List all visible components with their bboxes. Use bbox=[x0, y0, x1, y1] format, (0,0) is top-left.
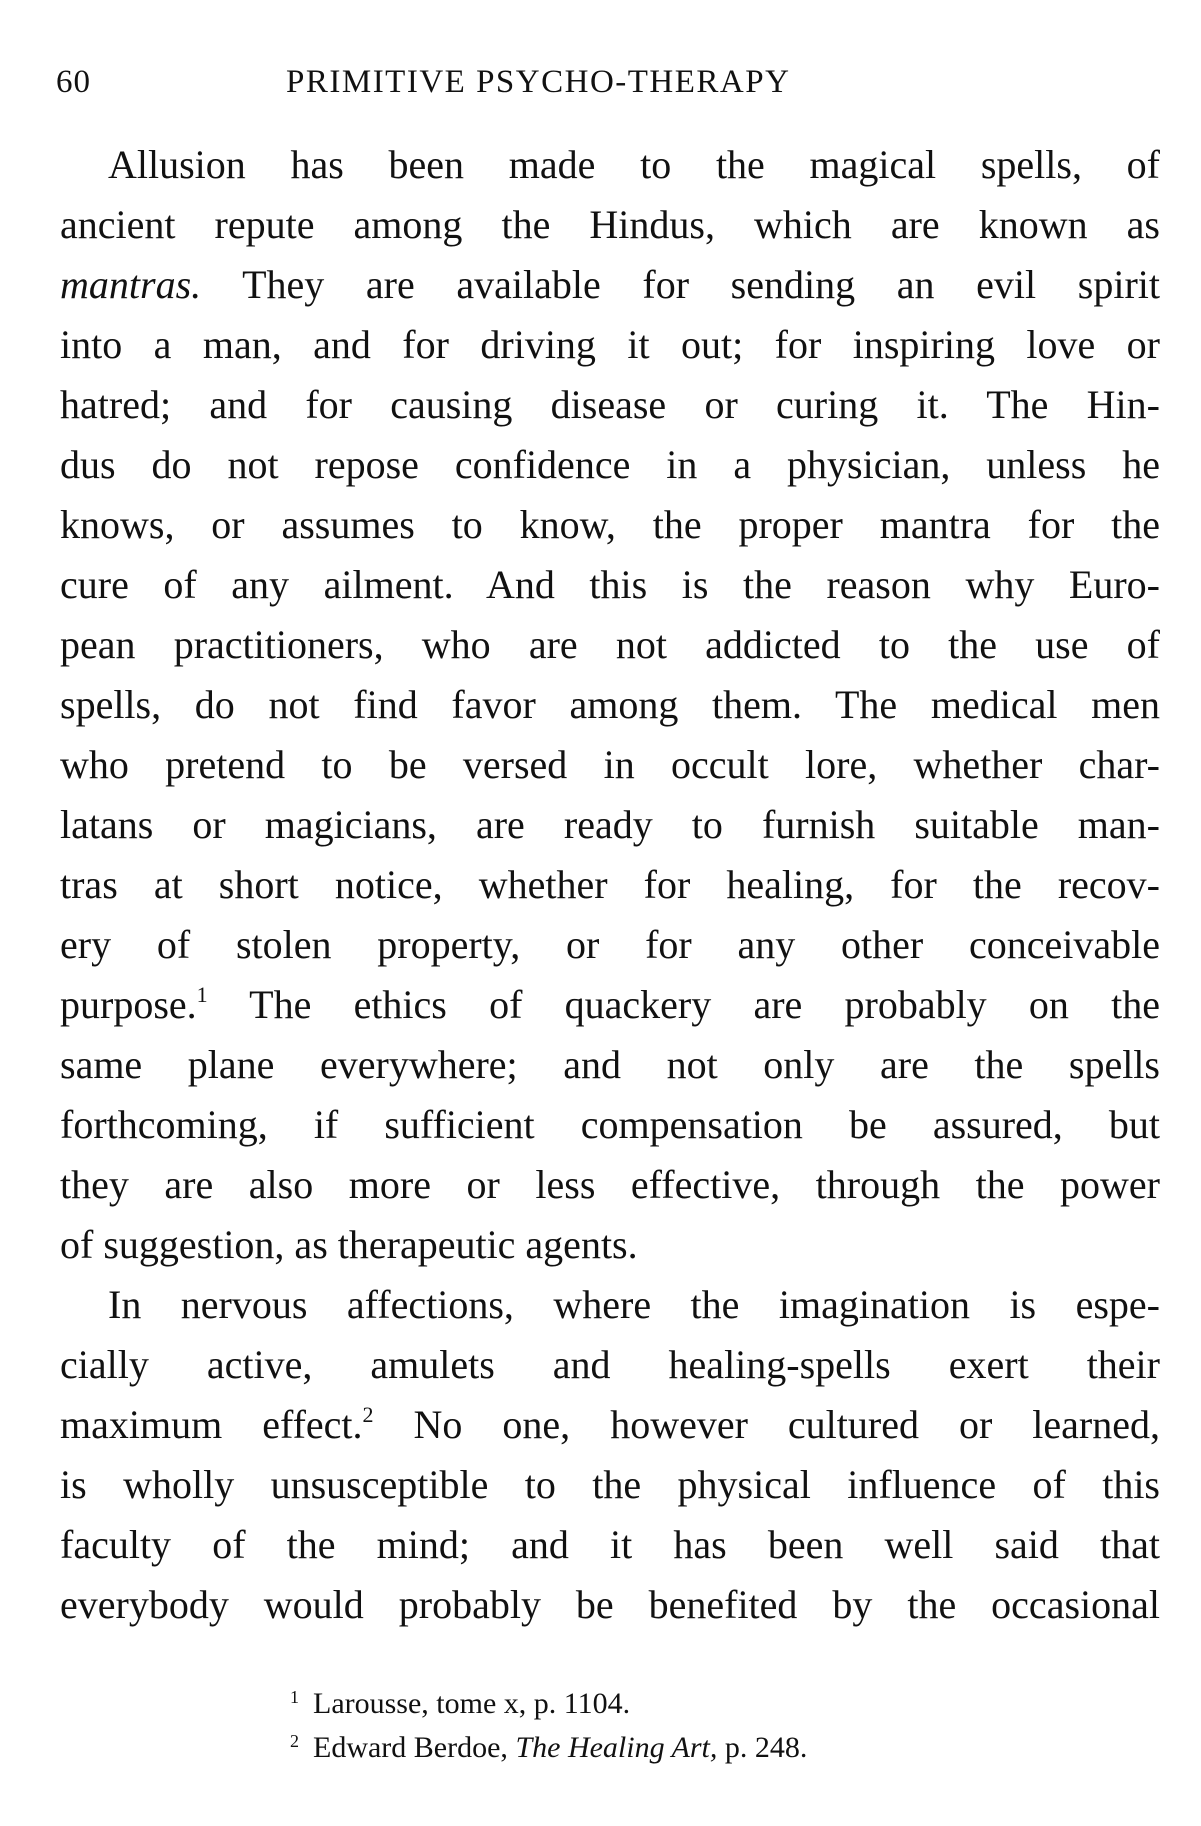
text-segment: purpose. bbox=[60, 982, 197, 1027]
body-text bbox=[60, 135, 1160, 1635]
text-segment: The ethics of quackery are probably on the bbox=[249, 982, 1161, 1027]
text-line: hatred; and for causing disease or curing it. The Hin- bbox=[60, 382, 1160, 427]
text-line: spells, do not find favor among them. The medical men bbox=[60, 682, 1160, 727]
text-line: latans or magicians, are ready to furnish suitable man- bbox=[60, 802, 1160, 847]
paragraph-2 bbox=[60, 1275, 1160, 1635]
text-line: pean practitioners, who are not addicted to the use of bbox=[60, 622, 1160, 667]
text-line: Allusion has been made to the magical spells, of bbox=[108, 142, 1160, 187]
text-line: In nervous affections, where the imagination is espe- bbox=[108, 1282, 1160, 1327]
text-segment: No one, however cultured or learned, bbox=[413, 1402, 1161, 1447]
text-line: into a man, and for driving it out; for inspiring love or bbox=[60, 322, 1160, 367]
footnote-page: p. 248. bbox=[724, 1731, 808, 1764]
footnote-text: Larousse, tome x, p. 1104. bbox=[313, 1687, 631, 1720]
page-header bbox=[56, 64, 1156, 110]
text-segment: They are available for sending an evil spirit bbox=[242, 262, 1161, 307]
footnotes bbox=[290, 1675, 1090, 1763]
footnote-2 bbox=[290, 1719, 1090, 1763]
page-number: 60 bbox=[56, 64, 91, 100]
text-line: faculty of the mind; and it has been well said that bbox=[60, 1522, 1160, 1567]
text-line: same plane everywhere; and not only are the spells bbox=[60, 1042, 1160, 1087]
text-line: dus do not repose confidence in a physician, unless he bbox=[60, 442, 1160, 487]
footnote-author: Edward Berdoe, bbox=[313, 1731, 508, 1764]
footnote-ref-1: 1 bbox=[196, 982, 208, 1007]
text-line bbox=[60, 255, 1160, 315]
running-head: PRIMITIVE PSYCHO-THERAPY bbox=[286, 64, 791, 100]
text-line: cure of any ailment. And this is the reason why Euro- bbox=[60, 562, 1160, 607]
text-line: cially active, amulets and healing-spells exert their bbox=[60, 1342, 1160, 1387]
text-line: ery of stolen property, or for any other conceivable bbox=[60, 922, 1160, 967]
footnote-title: The Healing Art, bbox=[515, 1731, 718, 1764]
text-line: is wholly unsusceptible to the physical influence of this bbox=[60, 1462, 1160, 1507]
footnote-marker: 1 bbox=[290, 1687, 299, 1707]
text-line: they are also more or less effective, through the power bbox=[60, 1162, 1160, 1207]
text-line: ancient repute among the Hindus, which are known as bbox=[60, 202, 1160, 247]
text-segment: maximum effect. bbox=[60, 1402, 363, 1447]
text-line: forthcoming, if sufficient compensation be assured, but bbox=[60, 1102, 1160, 1147]
paragraph-1 bbox=[60, 135, 1160, 1275]
text-line bbox=[60, 975, 1160, 1035]
italic-word: mantras. bbox=[60, 262, 202, 307]
footnote-marker: 2 bbox=[290, 1731, 299, 1751]
text-line: tras at short notice, whether for healing, for the recov- bbox=[60, 862, 1160, 907]
text-line: who pretend to be versed in occult lore, whether char- bbox=[60, 742, 1160, 787]
text-line bbox=[60, 1395, 1160, 1455]
footnote-1 bbox=[290, 1675, 1090, 1719]
text-line: knows, or assumes to know, the proper mantra for the bbox=[60, 502, 1160, 547]
text-line: of suggestion, as therapeutic agents. bbox=[60, 1222, 638, 1267]
text-line: everybody would probably be benefited by the occasional bbox=[60, 1582, 1160, 1627]
footnote-ref-2: 2 bbox=[362, 1402, 374, 1427]
